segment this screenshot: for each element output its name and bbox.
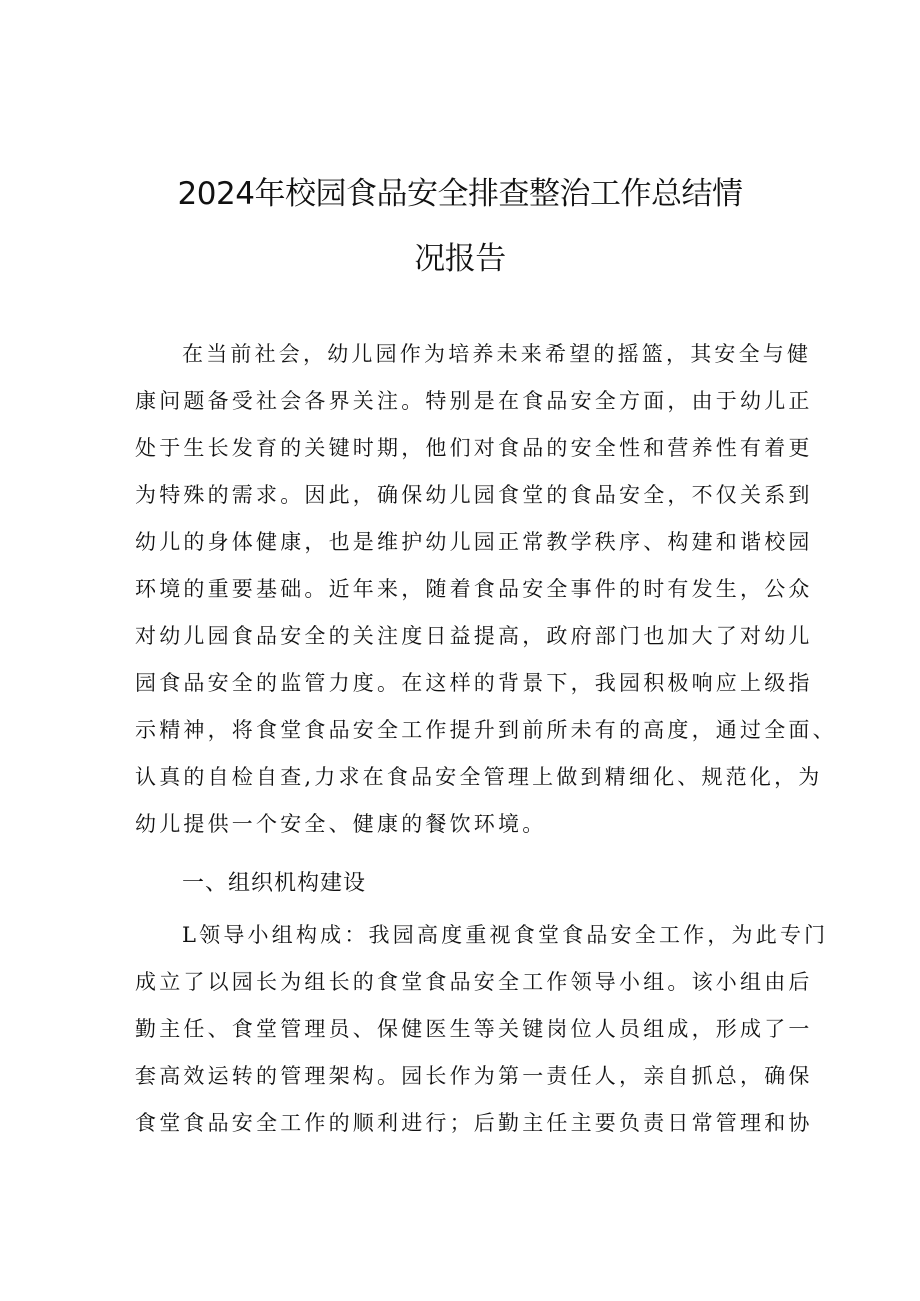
intro-paragraph-line: 认真的自检自查,力求在食品安全管理上做到精细化、规范化，为 <box>135 765 823 789</box>
intro-paragraph-line: 幼儿提供一个安全、健康的餐饮环境。 <box>135 812 547 836</box>
section-paragraph-line: 食堂食品安全工作的顺利进行；后勤主任主要负责日常管理和协 <box>135 1111 813 1135</box>
intro-paragraph-line: 园食品安全的监管力度。在这样的背景下，我园积极响应上级指 <box>135 671 813 695</box>
section-paragraph-line: L领导小组构成：我园高度重视食堂食品安全工作，为此专门 <box>182 923 829 947</box>
intro-paragraph-line: 环境的重要基础。近年来，随着食品安全事件的时有发生，公众 <box>135 577 813 601</box>
section-heading-organization: 一、组织机构建设 <box>182 871 367 896</box>
intro-paragraph-line: 幼儿的身体健康，也是维护幼儿园正常教学秩序、构建和谐校园 <box>135 530 813 554</box>
intro-paragraph-line: 康问题备受社会各界关注。特别是在食品安全方面，由于幼儿正 <box>135 389 813 413</box>
intro-paragraph-line: 处于生长发育的关键时期，他们对食品的安全性和营养性有着更 <box>135 436 813 460</box>
intro-paragraph-line: 为特殊的需求。因此，确保幼儿园食堂的食品安全，不仅关系到 <box>135 483 813 507</box>
section-paragraph-line: 成立了以园长为组长的食堂食品安全工作领导小组。该小组由后 <box>135 970 813 994</box>
section-paragraph-line: 套高效运转的管理架构。园长作为第一责任人，亲自抓总，确保 <box>135 1064 813 1088</box>
document-title-line-2: 况报告 <box>414 241 506 277</box>
intro-paragraph-line: 示精神，将食堂食品安全工作提升到前所未有的高度，通过全面、 <box>135 718 837 742</box>
intro-paragraph-line: 在当前社会，幼儿园作为培养未来希望的摇篮，其安全与健 <box>182 342 812 366</box>
document-title-line-1: 2024年校园食品安全排查整治工作总结情 <box>177 176 743 212</box>
section-paragraph-line: 勤主任、食堂管理员、保健医生等关键岗位人员组成，形成了一 <box>135 1017 813 1041</box>
intro-paragraph-line: 对幼儿园食品安全的关注度日益提高，政府部门也加大了对幼儿 <box>135 624 813 648</box>
